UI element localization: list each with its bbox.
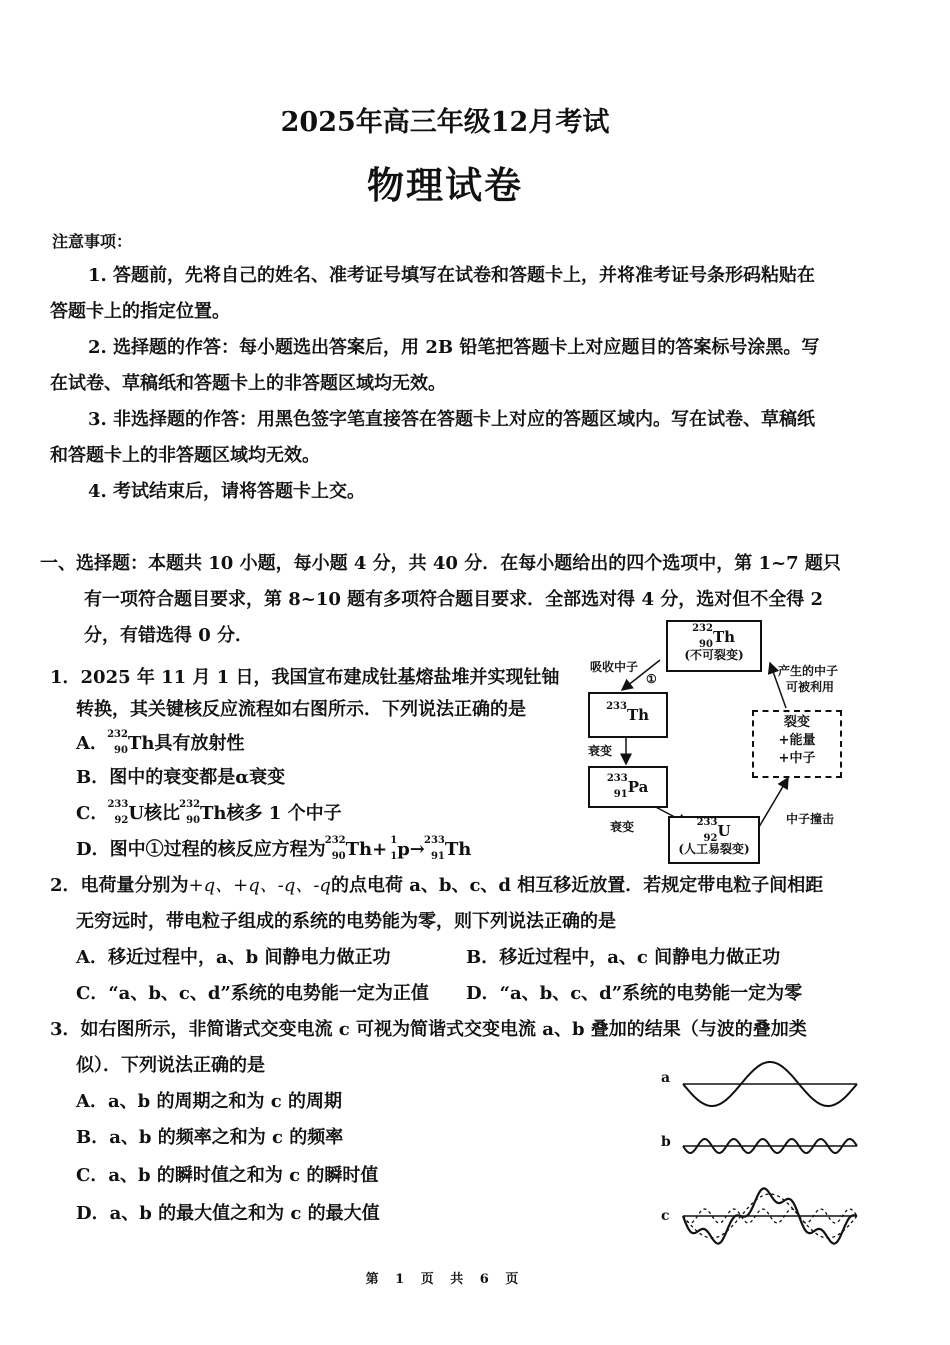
q2-option-c: C．“a、b、c、d”系统的电势能一定为正值 bbox=[76, 983, 429, 1004]
q2-stem-line1: 2．电荷量分别为+q、+q、-q、-q的点电荷 a、b、c、d 相互移近放置．若规定带电粒子间相距 bbox=[50, 875, 824, 896]
q3-option-b: B．a、b 的频率之和为 c 的频率 bbox=[76, 1127, 344, 1148]
note-4: 4. 考试结束后，请将答题卡上交。 bbox=[88, 481, 366, 502]
label-produced-2: 可被利用 bbox=[786, 680, 835, 694]
q3-stem-line1: 3．如右图所示，非简谐式交变电流 c 可视为简谐式交变电流 a、b 叠加的结果（与波的叠加类 bbox=[50, 1019, 807, 1040]
q2-option-a: A．移近过程中，a、b 间静电力做正功 bbox=[76, 947, 391, 968]
label-process-1: ① bbox=[646, 672, 657, 686]
q2-option-b: B．移近过程中，a、c 间静电力做正功 bbox=[466, 947, 781, 968]
q3-option-a: A．a、b 的周期之和为 c 的周期 bbox=[76, 1091, 342, 1112]
label-absorb-neutron: 吸收中子 bbox=[590, 660, 639, 674]
fission-box: 裂变 +能量 +中子 bbox=[752, 710, 842, 778]
q2-charges: +q、+q、-q、-q bbox=[188, 875, 331, 896]
q2-option-d: D．“a、b、c、d”系统的电势能一定为零 bbox=[466, 983, 803, 1004]
section-1-line2: 有一项符合题目要求，第 8~10 题有多项符合题目要求．全部选对得 4 分，选对但不全得 2 bbox=[84, 589, 824, 610]
q3-option-d: D．a、b 的最大值之和为 c 的最大值 bbox=[76, 1203, 380, 1224]
note-2-line1: 2. 选择题的作答：每小题选出答案后，用 2B 铅笔把答题卡上对应题目的答案标号涂黑。写 bbox=[88, 337, 820, 358]
q2-stem-line2: 无穷远时，带电粒子组成的系统的电势能为零，则下列说法正确的是 bbox=[76, 911, 616, 932]
subject-title: 物理试卷 bbox=[367, 163, 523, 207]
th232-box: 232 90 Th (不可裂变) bbox=[666, 620, 762, 672]
label-decay-2: 衰变 bbox=[610, 820, 635, 834]
page-footer: 第 1 页 共 6 页 bbox=[365, 1272, 525, 1287]
pa233-box: 233 91 Pa bbox=[588, 766, 668, 808]
wave-b-label: b bbox=[661, 1134, 671, 1150]
wave-a-label: a bbox=[661, 1070, 671, 1086]
q1-stem-line2: 转换，其关键核反应流程如右图所示．下列说法正确的是 bbox=[76, 699, 526, 720]
q1-option-a: A． 232 90 Th具有放射性 bbox=[76, 729, 245, 756]
section-1-line1: 一、选择题：本题共 10 小题，每小题 4 分，共 40 分．在每小题给出的四个选项中，第 1~7 题只 bbox=[40, 553, 841, 574]
note-3-line1: 3. 非选择题的作答：用黑色签字笔直接答在答题卡上对应的答题区域内。写在试卷、草稿纸 bbox=[88, 409, 816, 430]
note-2-line2: 在试卷、草稿纸和答题卡上的非答题区域均无效。 bbox=[50, 373, 446, 394]
q1-stem-line1: 1．2025 年 11 月 1 日，我国宣布建成钍基熔盐堆并实现钍铀 bbox=[50, 667, 560, 688]
q3-stem-line2: 似）．下列说法正确的是 bbox=[76, 1055, 265, 1076]
q1-option-c: C． 233 92 U核比 232 90 Th核多 1 个中子 bbox=[76, 799, 342, 826]
waveform-diagram bbox=[655, 1058, 865, 1258]
wave-c-label: c bbox=[661, 1208, 670, 1224]
q3-option-c: C．a、b 的瞬时值之和为 c 的瞬时值 bbox=[76, 1165, 379, 1186]
label-neutron-hit: 中子撞击 bbox=[786, 812, 835, 826]
label-produced-1: 产生的中子 bbox=[778, 664, 839, 678]
q1-option-b: B．图中的衰变都是α衰变 bbox=[76, 767, 286, 788]
th233-box: 233 Th bbox=[588, 692, 668, 738]
note-1-line1: 1. 答题前，先将自己的姓名、准考证号填写在试卷和答题卡上，并将准考证号条形码粘贴在 bbox=[88, 265, 816, 286]
note-3-line2: 和答题卡上的非答题区域均无效。 bbox=[50, 445, 320, 466]
reaction-flow-diagram bbox=[580, 618, 870, 868]
q1-option-d: D．图中①过程的核反应方程为 232 90 Th+ 1 1 p→ 233 91 Th bbox=[76, 835, 472, 862]
u233-box: 233 92 U (人工易裂变) bbox=[668, 816, 760, 864]
notes-heading: 注意事项： bbox=[52, 232, 133, 251]
note-1-line2: 答题卡上的指定位置。 bbox=[50, 301, 230, 322]
exam-title: 2025年高三年级12月考试 bbox=[280, 107, 610, 138]
label-decay-1: 衰变 bbox=[588, 744, 613, 758]
section-1-line3: 分，有错选得 0 分． bbox=[84, 625, 254, 646]
waves-svg bbox=[655, 1058, 865, 1258]
